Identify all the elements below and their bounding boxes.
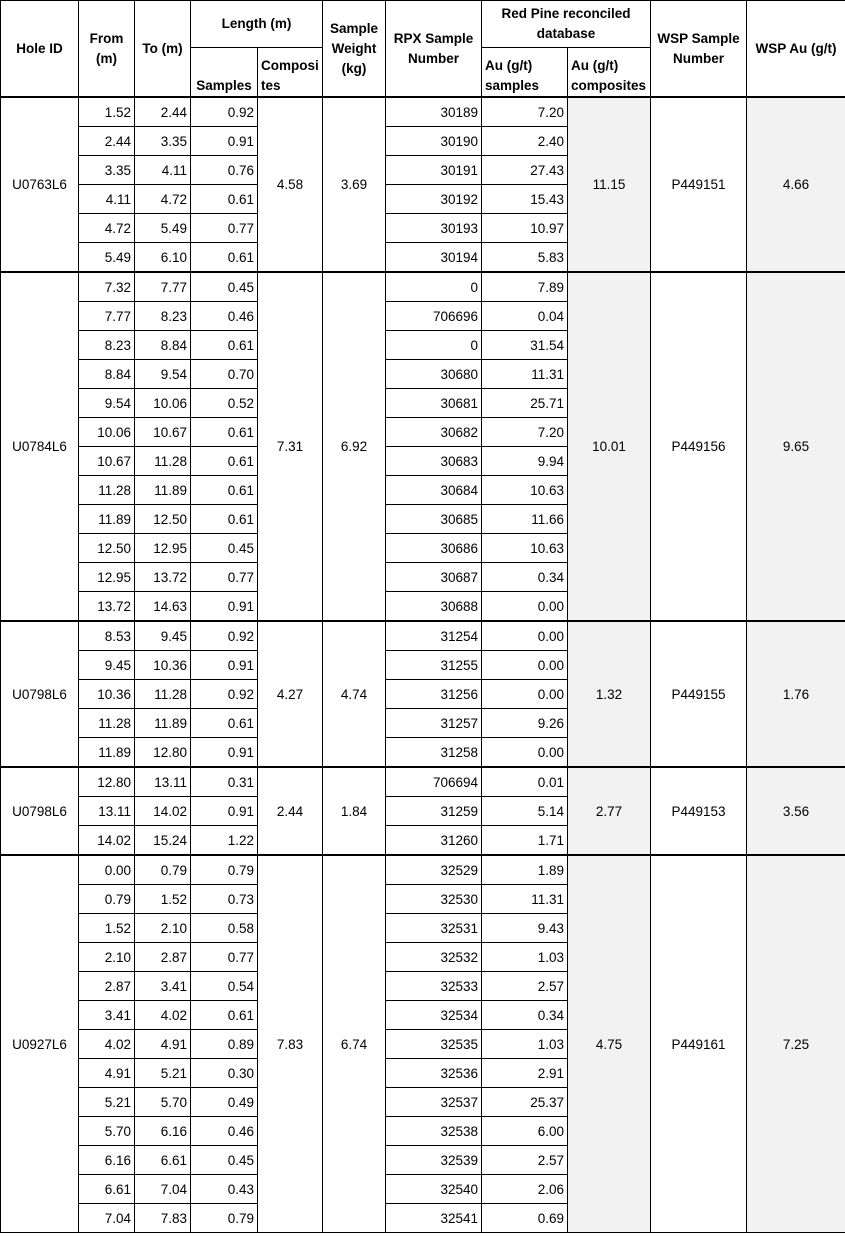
to-cell: 12.50 <box>135 505 191 534</box>
rpx-sample-cell: 30192 <box>386 185 482 214</box>
rpx-sample-cell: 31256 <box>386 680 482 709</box>
hole-group <box>1 855 845 1233</box>
to-cell: 8.23 <box>135 302 191 331</box>
au-sample-cell: 31.54 <box>482 331 568 360</box>
to-cell: 4.11 <box>135 156 191 185</box>
from-cell: 2.44 <box>79 127 135 156</box>
wsp-au-cell: 9.65 <box>747 272 845 621</box>
to-cell: 14.02 <box>135 797 191 826</box>
rpx-sample-cell: 30686 <box>386 534 482 563</box>
from-cell: 12.80 <box>79 767 135 797</box>
rpx-sample-cell: 30189 <box>386 97 482 127</box>
rpx-sample-cell: 30685 <box>386 505 482 534</box>
sample-weight-cell: 4.74 <box>323 621 386 767</box>
from-cell: 7.04 <box>79 1204 135 1233</box>
to-cell: 5.49 <box>135 214 191 243</box>
length-sample-cell: 1.22 <box>191 826 258 856</box>
hole-id-cell: U0927L6 <box>1 855 79 1233</box>
to-cell: 10.36 <box>135 651 191 680</box>
au-sample-cell: 10.97 <box>482 214 568 243</box>
to-cell: 6.10 <box>135 243 191 273</box>
rpx-sample-cell: 30681 <box>386 389 482 418</box>
rpx-sample-cell: 30688 <box>386 592 482 622</box>
au-sample-cell: 2.40 <box>482 127 568 156</box>
au-sample-cell: 0.69 <box>482 1204 568 1233</box>
from-cell: 13.72 <box>79 592 135 622</box>
au-composite-cell: 10.01 <box>568 272 651 621</box>
rpx-sample-cell: 706694 <box>386 767 482 797</box>
from-cell: 5.70 <box>79 1117 135 1146</box>
au-sample-cell: 15.43 <box>482 185 568 214</box>
rpx-sample-cell: 30684 <box>386 476 482 505</box>
length-sample-cell: 0.61 <box>191 243 258 273</box>
header-wsp-au: WSP Au (g/t) <box>747 1 845 98</box>
hole-id-cell: U0798L6 <box>1 621 79 767</box>
length-sample-cell: 0.54 <box>191 972 258 1001</box>
from-cell: 0.79 <box>79 885 135 914</box>
to-cell: 11.89 <box>135 476 191 505</box>
au-sample-cell: 10.63 <box>482 476 568 505</box>
length-sample-cell: 0.77 <box>191 943 258 972</box>
header-from: From (m) <box>79 1 135 98</box>
length-sample-cell: 0.61 <box>191 709 258 738</box>
rpx-sample-cell: 32529 <box>386 855 482 885</box>
to-cell: 15.24 <box>135 826 191 856</box>
length-sample-cell: 0.61 <box>191 1001 258 1030</box>
to-cell: 4.72 <box>135 185 191 214</box>
to-cell: 12.80 <box>135 738 191 768</box>
au-sample-cell: 1.03 <box>482 1030 568 1059</box>
au-sample-cell: 7.20 <box>482 418 568 447</box>
au-sample-cell: 7.89 <box>482 272 568 302</box>
au-sample-cell: 6.00 <box>482 1117 568 1146</box>
length-sample-cell: 0.91 <box>191 797 258 826</box>
header-au-composites: Au (g/t) composites <box>568 48 651 98</box>
from-cell: 6.61 <box>79 1175 135 1204</box>
length-sample-cell: 0.31 <box>191 767 258 797</box>
table-row <box>1 621 845 651</box>
rpx-sample-cell: 31257 <box>386 709 482 738</box>
to-cell: 6.16 <box>135 1117 191 1146</box>
rpx-sample-cell: 706696 <box>386 302 482 331</box>
length-sample-cell: 0.77 <box>191 214 258 243</box>
au-sample-cell: 11.31 <box>482 360 568 389</box>
length-sample-cell: 0.45 <box>191 272 258 302</box>
from-cell: 8.84 <box>79 360 135 389</box>
rpx-sample-cell: 30191 <box>386 156 482 185</box>
au-sample-cell: 7.20 <box>482 97 568 127</box>
from-cell: 2.10 <box>79 943 135 972</box>
header-red-pine-database: Red Pine reconciled database <box>482 1 651 48</box>
from-cell: 11.89 <box>79 738 135 768</box>
length-sample-cell: 0.91 <box>191 592 258 622</box>
to-cell: 2.10 <box>135 914 191 943</box>
length-sample-cell: 0.79 <box>191 1204 258 1233</box>
from-cell: 10.36 <box>79 680 135 709</box>
sample-weight-cell: 6.92 <box>323 272 386 621</box>
rpx-sample-cell: 31260 <box>386 826 482 856</box>
au-sample-cell: 11.66 <box>482 505 568 534</box>
from-cell: 1.52 <box>79 914 135 943</box>
au-sample-cell: 2.57 <box>482 1146 568 1175</box>
au-sample-cell: 0.34 <box>482 563 568 592</box>
au-composite-cell: 1.32 <box>568 621 651 767</box>
rpx-sample-cell: 32536 <box>386 1059 482 1088</box>
au-sample-cell: 1.89 <box>482 855 568 885</box>
from-cell: 4.11 <box>79 185 135 214</box>
rpx-sample-cell: 32539 <box>386 1146 482 1175</box>
length-sample-cell: 0.45 <box>191 1146 258 1175</box>
composite-length-cell: 4.27 <box>258 621 323 767</box>
au-sample-cell: 0.00 <box>482 621 568 651</box>
to-cell: 10.06 <box>135 389 191 418</box>
from-cell: 14.02 <box>79 826 135 856</box>
wsp-sample-cell: P449155 <box>651 621 747 767</box>
length-sample-cell: 0.43 <box>191 1175 258 1204</box>
sample-weight-cell: 3.69 <box>323 97 386 272</box>
from-cell: 11.89 <box>79 505 135 534</box>
header-rpx-sample-number: RPX Sample Number <box>386 1 482 98</box>
to-cell: 0.79 <box>135 855 191 885</box>
wsp-sample-cell: P449153 <box>651 767 747 855</box>
from-cell: 3.41 <box>79 1001 135 1030</box>
length-sample-cell: 0.91 <box>191 127 258 156</box>
hole-id-cell: U0763L6 <box>1 97 79 272</box>
table-header <box>1 1 845 98</box>
hole-group <box>1 621 845 767</box>
rpx-sample-cell: 31254 <box>386 621 482 651</box>
rpx-sample-cell: 0 <box>386 331 482 360</box>
composite-length-cell: 7.83 <box>258 855 323 1233</box>
length-sample-cell: 0.70 <box>191 360 258 389</box>
from-cell: 10.06 <box>79 418 135 447</box>
to-cell: 7.77 <box>135 272 191 302</box>
au-sample-cell: 0.00 <box>482 680 568 709</box>
from-cell: 9.54 <box>79 389 135 418</box>
composite-length-cell: 2.44 <box>258 767 323 855</box>
from-cell: 8.53 <box>79 621 135 651</box>
table-row <box>1 97 845 127</box>
rpx-sample-cell: 32540 <box>386 1175 482 1204</box>
from-cell: 11.28 <box>79 476 135 505</box>
rpx-sample-cell: 32533 <box>386 972 482 1001</box>
rpx-sample-cell: 32534 <box>386 1001 482 1030</box>
au-sample-cell: 9.26 <box>482 709 568 738</box>
wsp-au-cell: 7.25 <box>747 855 845 1233</box>
au-sample-cell: 1.71 <box>482 826 568 856</box>
length-sample-cell: 0.77 <box>191 563 258 592</box>
wsp-sample-cell: P449156 <box>651 272 747 621</box>
to-cell: 7.04 <box>135 1175 191 1204</box>
from-cell: 7.32 <box>79 272 135 302</box>
composite-length-cell: 4.58 <box>258 97 323 272</box>
au-sample-cell: 11.31 <box>482 885 568 914</box>
length-sample-cell: 0.76 <box>191 156 258 185</box>
from-cell: 3.35 <box>79 156 135 185</box>
rpx-sample-cell: 32541 <box>386 1204 482 1233</box>
header-length: Length (m) <box>191 1 323 48</box>
length-sample-cell: 0.79 <box>191 855 258 885</box>
from-cell: 2.87 <box>79 972 135 1001</box>
au-sample-cell: 2.06 <box>482 1175 568 1204</box>
length-sample-cell: 0.46 <box>191 302 258 331</box>
au-sample-cell: 25.71 <box>482 389 568 418</box>
wsp-au-cell: 4.66 <box>747 97 845 272</box>
table-row <box>1 767 845 797</box>
to-cell: 11.28 <box>135 447 191 476</box>
table-row <box>1 272 845 302</box>
to-cell: 5.21 <box>135 1059 191 1088</box>
au-composite-cell: 11.15 <box>568 97 651 272</box>
to-cell: 2.44 <box>135 97 191 127</box>
header-au-samples: Au (g/t) samples <box>482 48 568 98</box>
length-sample-cell: 0.61 <box>191 418 258 447</box>
to-cell: 8.84 <box>135 331 191 360</box>
rpx-sample-cell: 32537 <box>386 1088 482 1117</box>
to-cell: 5.70 <box>135 1088 191 1117</box>
rpx-sample-cell: 30683 <box>386 447 482 476</box>
to-cell: 11.28 <box>135 680 191 709</box>
au-sample-cell: 1.03 <box>482 943 568 972</box>
rpx-sample-cell: 32532 <box>386 943 482 972</box>
composite-length-cell: 7.31 <box>258 272 323 621</box>
to-cell: 7.83 <box>135 1204 191 1233</box>
rpx-sample-cell: 30190 <box>386 127 482 156</box>
header-wsp-sample-number: WSP Sample Number <box>651 1 747 98</box>
au-sample-cell: 2.91 <box>482 1059 568 1088</box>
rpx-sample-cell: 31258 <box>386 738 482 768</box>
to-cell: 9.45 <box>135 621 191 651</box>
table-row <box>1 855 845 885</box>
length-sample-cell: 0.91 <box>191 651 258 680</box>
au-sample-cell: 0.34 <box>482 1001 568 1030</box>
rpx-sample-cell: 32531 <box>386 914 482 943</box>
from-cell: 5.21 <box>79 1088 135 1117</box>
to-cell: 13.11 <box>135 767 191 797</box>
from-cell: 10.67 <box>79 447 135 476</box>
from-cell: 7.77 <box>79 302 135 331</box>
rpx-sample-cell: 0 <box>386 272 482 302</box>
au-sample-cell: 0.00 <box>482 738 568 768</box>
to-cell: 6.61 <box>135 1146 191 1175</box>
hole-group <box>1 97 845 272</box>
header-sample-weight: Sample Weight (kg) <box>323 1 386 98</box>
au-sample-cell: 2.57 <box>482 972 568 1001</box>
rpx-sample-cell: 32538 <box>386 1117 482 1146</box>
from-cell: 4.91 <box>79 1059 135 1088</box>
length-sample-cell: 0.92 <box>191 680 258 709</box>
length-sample-cell: 0.89 <box>191 1030 258 1059</box>
length-sample-cell: 0.61 <box>191 476 258 505</box>
from-cell: 13.11 <box>79 797 135 826</box>
from-cell: 8.23 <box>79 331 135 360</box>
from-cell: 12.50 <box>79 534 135 563</box>
header-length-samples: Samples <box>191 48 258 98</box>
length-sample-cell: 0.91 <box>191 738 258 768</box>
from-cell: 1.52 <box>79 97 135 127</box>
sample-weight-cell: 6.74 <box>323 855 386 1233</box>
length-sample-cell: 0.49 <box>191 1088 258 1117</box>
au-sample-cell: 5.14 <box>482 797 568 826</box>
length-sample-cell: 0.73 <box>191 885 258 914</box>
rpx-sample-cell: 31255 <box>386 651 482 680</box>
header-hole-id: Hole ID <box>1 1 79 98</box>
rpx-sample-cell: 32535 <box>386 1030 482 1059</box>
rpx-sample-cell: 31259 <box>386 797 482 826</box>
au-sample-cell: 0.04 <box>482 302 568 331</box>
to-cell: 11.89 <box>135 709 191 738</box>
au-sample-cell: 27.43 <box>482 156 568 185</box>
hole-id-cell: U0784L6 <box>1 272 79 621</box>
au-sample-cell: 9.43 <box>482 914 568 943</box>
au-sample-cell: 0.00 <box>482 592 568 622</box>
to-cell: 3.41 <box>135 972 191 1001</box>
au-composite-cell: 2.77 <box>568 767 651 855</box>
length-sample-cell: 0.92 <box>191 97 258 127</box>
rpx-sample-cell: 30194 <box>386 243 482 273</box>
length-sample-cell: 0.92 <box>191 621 258 651</box>
from-cell: 0.00 <box>79 855 135 885</box>
hole-group <box>1 767 845 855</box>
to-cell: 14.63 <box>135 592 191 622</box>
from-cell: 9.45 <box>79 651 135 680</box>
au-sample-cell: 9.94 <box>482 447 568 476</box>
from-cell: 4.02 <box>79 1030 135 1059</box>
length-sample-cell: 0.58 <box>191 914 258 943</box>
wsp-au-cell: 1.76 <box>747 621 845 767</box>
wsp-sample-cell: P449151 <box>651 97 747 272</box>
header-length-composites: Composi tes <box>258 48 323 98</box>
wsp-sample-cell: P449161 <box>651 855 747 1233</box>
from-cell: 6.16 <box>79 1146 135 1175</box>
from-cell: 4.72 <box>79 214 135 243</box>
length-sample-cell: 0.61 <box>191 185 258 214</box>
to-cell: 13.72 <box>135 563 191 592</box>
rpx-sample-cell: 30680 <box>386 360 482 389</box>
au-sample-cell: 25.37 <box>482 1088 568 1117</box>
to-cell: 1.52 <box>135 885 191 914</box>
to-cell: 10.67 <box>135 418 191 447</box>
length-sample-cell: 0.45 <box>191 534 258 563</box>
au-sample-cell: 0.01 <box>482 767 568 797</box>
to-cell: 4.91 <box>135 1030 191 1059</box>
au-sample-cell: 5.83 <box>482 243 568 273</box>
au-composite-cell: 4.75 <box>568 855 651 1233</box>
length-sample-cell: 0.61 <box>191 447 258 476</box>
from-cell: 5.49 <box>79 243 135 273</box>
au-sample-cell: 10.63 <box>482 534 568 563</box>
header-to: To (m) <box>135 1 191 98</box>
sample-weight-cell: 1.84 <box>323 767 386 855</box>
hole-group <box>1 272 845 621</box>
rpx-sample-cell: 30687 <box>386 563 482 592</box>
to-cell: 4.02 <box>135 1001 191 1030</box>
length-sample-cell: 0.52 <box>191 389 258 418</box>
length-sample-cell: 0.30 <box>191 1059 258 1088</box>
length-sample-cell: 0.46 <box>191 1117 258 1146</box>
rpx-sample-cell: 32530 <box>386 885 482 914</box>
from-cell: 11.28 <box>79 709 135 738</box>
from-cell: 12.95 <box>79 563 135 592</box>
to-cell: 3.35 <box>135 127 191 156</box>
to-cell: 9.54 <box>135 360 191 389</box>
length-sample-cell: 0.61 <box>191 331 258 360</box>
to-cell: 12.95 <box>135 534 191 563</box>
au-sample-cell: 0.00 <box>482 651 568 680</box>
to-cell: 2.87 <box>135 943 191 972</box>
hole-id-cell: U0798L6 <box>1 767 79 855</box>
rpx-sample-cell: 30682 <box>386 418 482 447</box>
length-sample-cell: 0.61 <box>191 505 258 534</box>
rpx-sample-cell: 30193 <box>386 214 482 243</box>
wsp-au-cell: 3.56 <box>747 767 845 855</box>
